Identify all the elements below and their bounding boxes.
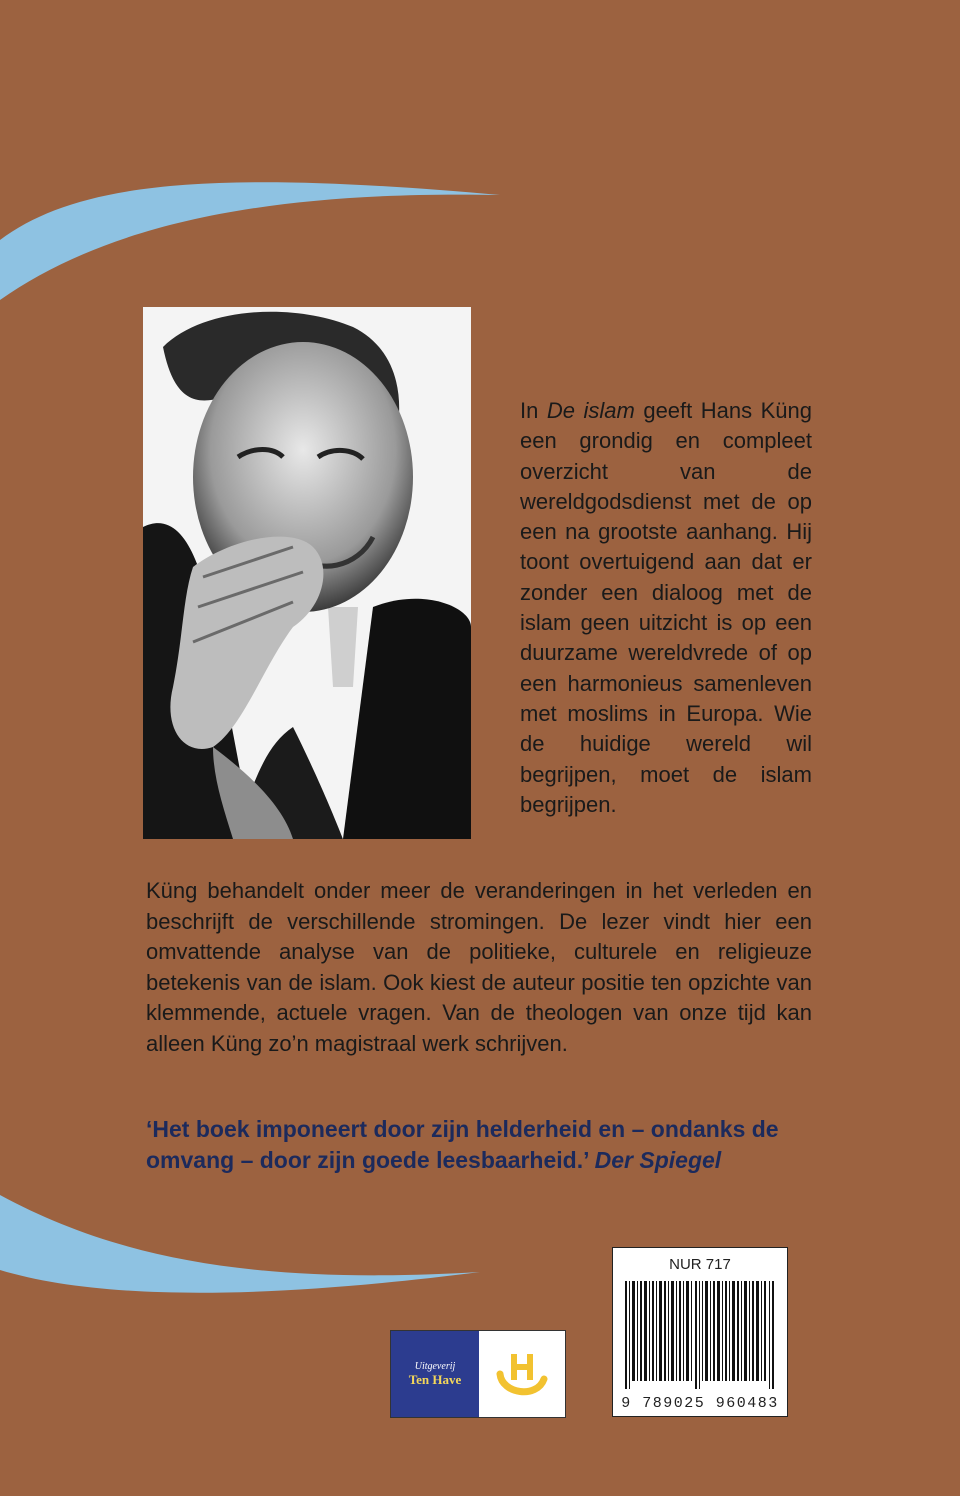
publisher-logo (390, 1330, 566, 1418)
ten-have-logo-icon (492, 1344, 552, 1404)
publisher-badge (391, 1331, 479, 1417)
publisher-name: Ten Have (408, 1371, 462, 1387)
nur-code: NUR 717 (669, 1256, 731, 1273)
author-photo (143, 307, 471, 839)
author-portrait-icon (143, 307, 471, 839)
quote-source: Der Spiegel (594, 1147, 722, 1173)
publisher-mark (479, 1331, 565, 1417)
isbn-number: 9 789025 960483 (621, 1395, 779, 1412)
body-text: Küng behandelt onder meer de veranderingen in het verleden en beschrijft de verschillende stromingen. De lezer vindt hier een omvattende analyse van de politieke, culturele en religieuze betekenis van de islam. Ook kiest de auteur positie ten opzichte van klemmende, actuele vragen. Van de theologen van onze tijd kan alleen Küng zo’n magistraal werk schrijven. (146, 878, 812, 1056)
barcode-label (612, 1247, 788, 1417)
book-title: De islam (546, 398, 635, 423)
publisher-label: Uitgeverij (414, 1360, 456, 1372)
body-paragraph (146, 876, 812, 1060)
intro-text: geeft Hans Küng een grondig en compleet overzicht van de wereldgodsdienst met de op een na grootste aanhang. Hij toont overtuigend aan dat er zonder een dialoog met de islam geen uitzicht is op een duurzame wereldvrede of op een harmonieus samenleven met moslims in Europa. Wie de huidige wereld wil begrijpen, moet de islam begrijpen. (520, 398, 812, 817)
intro-paragraph (520, 396, 812, 820)
press-quote (146, 1114, 812, 1176)
barcode-icon (623, 1281, 777, 1389)
intro-prefix: In (520, 398, 547, 423)
quote-text: ‘Het boek imponeert door zijn helderheid en – ondanks de omvang – door zijn goede leesbaarheid.’ (146, 1116, 779, 1173)
